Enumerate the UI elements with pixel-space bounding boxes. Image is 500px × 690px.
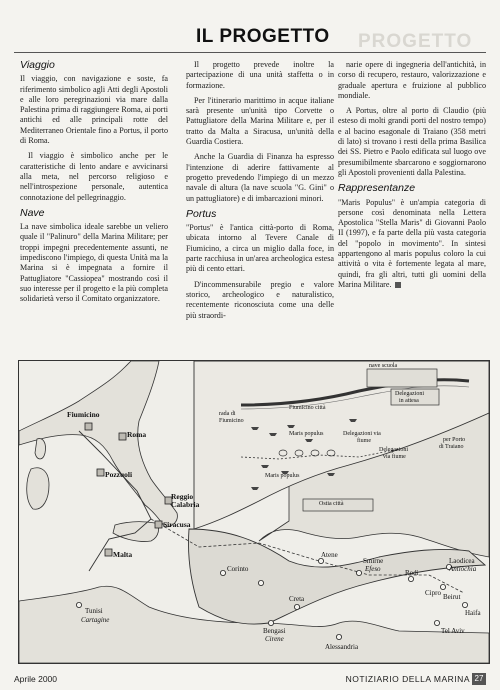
text-column-3	[338, 60, 486, 295]
paragraph: La nave simbolica ideale sarebbe un veliero quale il "Palinuro" della Marina Militare; per troppi impegni precedentemente assunti, ne impediscono l'impiego, di questa Unità ma la Marina si è impegnata a fornire il Pattugliatore "Cassiopea" mostrando così il suo interesse per il progetto e la più completa solidarietà verso il Comitato organizzatore.	[20, 222, 168, 304]
map-label: Delegazioni via	[343, 431, 381, 437]
map-label: Fiumicino	[219, 418, 244, 424]
map-label: Roma	[127, 430, 147, 439]
map-label: Calabria	[171, 500, 200, 509]
map-label: Creta	[289, 595, 305, 603]
paragraph-text: "Maris Populus" è un'ampia categoria di persone così denominata nella Lettera Apostolica "Stella Maris" di Giovanni Paolo II (1997), e fa parte della più vasta categoria del "popolo in movimento". In sintesi appartengono al maris populus coloro la cui attività o vita è fortemente legata al mare, quindi, fra gli altri, tutti gli uomini della Marina Militare.	[338, 197, 486, 289]
port-marker	[356, 570, 361, 575]
port-marker	[220, 570, 225, 575]
map-label: Ostia città	[319, 501, 344, 507]
paragraph: Per l'itinerario marittimo in acque italiane sarà presente un'unità tipo Corvette o Pattugliatore della Marina Militare e, per il tratto da Malta a Siracusa, un'unità della Guardia Costiera.	[186, 95, 334, 147]
page-footer	[14, 674, 486, 686]
map-label: Antiochia	[449, 565, 477, 573]
route-map	[18, 360, 490, 664]
map-label: Laodicea	[449, 557, 475, 565]
port-square	[119, 433, 126, 440]
port-square	[85, 423, 92, 430]
map-label: Pozzuoli	[105, 470, 133, 479]
section-heading-viaggio: Viaggio	[20, 59, 55, 71]
map-label: nave scuola	[369, 363, 398, 369]
paragraph: D'incommensurabile pregio e valore storico, archeologico e naturalistico, recentemente riconosciuta come una delle più straordi-	[186, 279, 334, 320]
paragraph: narie opere di ingegneria dell'antichità, in corso di recupero, restauro, valorizzazione e graduale apertura e fruizione al pubblico mondiale.	[338, 60, 486, 100]
section-heading-nave: Nave	[20, 206, 45, 219]
port-marker	[336, 634, 341, 639]
ghost-title: PROGETTO	[358, 31, 473, 52]
page-number: 27	[472, 673, 486, 685]
paragraph: Il progetto prevede inoltre la partecipazione di una unità staffetta o in formazione.	[186, 60, 334, 90]
map-label: fiume	[357, 438, 371, 444]
map-label: Cartagine	[81, 616, 110, 624]
map-label: Corinto	[227, 565, 249, 573]
map-label: rada di	[219, 411, 236, 417]
port-marker	[258, 580, 263, 585]
map-label: di Traiano	[439, 444, 464, 450]
sardinia-coastline	[27, 468, 49, 509]
paragraph	[338, 198, 486, 291]
port-marker	[408, 576, 413, 581]
page-title: IL PROGETTO	[196, 26, 330, 47]
port-marker	[318, 558, 323, 563]
port-marker	[462, 602, 467, 607]
map-label: Alessandria	[325, 643, 359, 651]
title-rule	[14, 52, 486, 53]
map-label: in attesa	[399, 398, 419, 404]
issue-date: Aprile 2000	[14, 674, 58, 684]
map-label: per Porto	[443, 437, 466, 443]
port-square	[97, 469, 104, 476]
text-column-2	[186, 60, 334, 326]
map-label: Smirne	[363, 557, 384, 565]
map-label: Cipro	[425, 589, 441, 597]
map-label: Fiumicino città	[289, 405, 326, 411]
map-label: Delegazioni	[379, 447, 408, 453]
map-label: via fiume	[383, 454, 406, 460]
map-label: Atene	[321, 551, 338, 559]
map-label: Haifa	[465, 609, 481, 617]
paragraph: A Portus, oltre al porto di Claudio (più esteso di molti grandi porti del nostro tempo) e al bacino esagonale di Traiano (358 metri di lato) si trovano i resti della prima Basilica dei SS. Pietro e Paolo edificata sul luogo ove presumibilmente sbarcarono e soggiornarono gli Apostoli provenienti dalla Palestina.	[338, 106, 486, 177]
delegations-box	[367, 369, 437, 387]
port-square	[105, 549, 112, 556]
section-heading-rappresentanze: Rappresentanze	[338, 182, 416, 195]
port-marker	[434, 620, 439, 625]
map-label: Malta	[113, 550, 133, 559]
port-square	[155, 521, 162, 528]
map-label: Maris populus	[265, 473, 300, 479]
port-marker	[440, 584, 445, 589]
map-label: Efeso	[365, 565, 381, 573]
map-label: Bengasi	[263, 627, 286, 635]
map-label: Fiumicino	[67, 410, 100, 419]
map-label: Tunisi	[85, 607, 103, 615]
port-marker	[76, 602, 81, 607]
port-marker	[268, 620, 273, 625]
map-label: Beirut	[443, 593, 461, 601]
section-heading-portus: Portus	[186, 207, 217, 220]
paragraph: Il viaggio, con navigazione e soste, fa riferimento simbolico agli Atti degli Apostoli e alle loro peregrinazioni via mare dalla Palestina prima di raggiungere Roma, ai porti antichi ed alle principali rotte del Mediterraneo Orientale fino a Portus, il porto di Roma.	[20, 74, 168, 146]
port-marker	[294, 604, 299, 609]
magazine-name: NOTIZIARIO DELLA MARINA	[345, 674, 470, 684]
sicily-coastline	[113, 522, 158, 542]
paragraph: Anche la Guardia di Finanza ha espresso l'intenzione di aderire fattivamente al progetto prevedendo l'impiego di un mezzo navale di altura (la nave scuola "G. Gini" o un pattugliatore) e di imbarcazioni minori.	[186, 152, 334, 203]
map-label: Reggio	[171, 492, 194, 501]
map-label: Delegazioni	[395, 391, 424, 397]
end-mark	[395, 282, 401, 288]
map-label: Maris populus	[289, 431, 324, 437]
map-label: Tel Aviv	[441, 627, 465, 635]
paragraph: Il viaggio è simbolico anche per le caratteristiche di lento andare e avvicinarsi alla meta, nel percorso religioso e nell'introspezione personale, autentica connotazione del pellegrinaggio.	[20, 151, 168, 202]
paragraph: "Portus" è l'antica città-porto di Roma, ubicata intorno al Tevere Canale di Fiumicino, a circa un miglio dalla foce, in parte racchiusa in un'area archeologica estesa più di cento ettari.	[186, 223, 334, 274]
corsica-coastline	[35, 439, 46, 459]
map-label: Siracusa	[163, 520, 191, 529]
map-label: Rodi	[405, 569, 419, 577]
text-column-1	[20, 60, 168, 310]
map-label: Cirene	[265, 635, 284, 643]
